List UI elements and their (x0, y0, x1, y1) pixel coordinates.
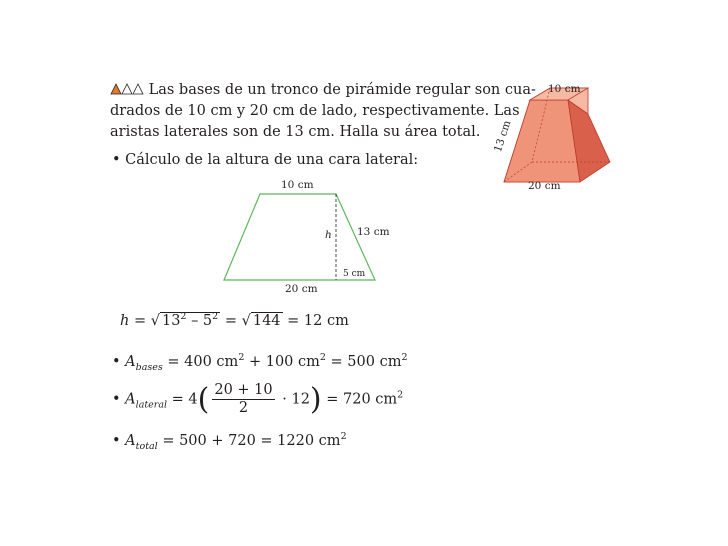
problem-line-2: drados de 10 cm y 20 cm de lado, respectivamente. Las (110, 103, 520, 119)
step-height-heading (112, 152, 418, 168)
area-symbol: A (125, 391, 136, 408)
trapezoid-side-label: 13 cm (357, 226, 390, 238)
lateral-result: = 720 cm (321, 391, 398, 408)
h-symbol: h (120, 313, 130, 329)
difficulty-triangles-icon (110, 81, 144, 93)
sqrt-icon-1: √ (150, 313, 160, 329)
fraction (212, 382, 274, 417)
eq-sign-2: = (220, 313, 242, 329)
frustum-bottom-label: 20 cm (528, 180, 561, 192)
sqrt-argument-1 (160, 312, 220, 329)
fraction-denominator: 2 (238, 400, 249, 416)
problem-line-1-text: Las bases de un tronco de pirámide regular son cua- (148, 82, 536, 98)
trapezoid-shape (224, 194, 375, 280)
frustum-figure (500, 80, 630, 200)
eq-sign-1: = (129, 313, 151, 329)
area-symbol: A (125, 354, 136, 370)
area-subscript: total (135, 441, 158, 452)
trapezoid-diagram (220, 180, 390, 300)
sqrt-argument-2: 144 (252, 313, 281, 329)
open-paren: ( (197, 382, 210, 417)
exponent-1: 2 (180, 311, 187, 322)
close-paren: ) (309, 382, 322, 417)
frustum-side-label: 13 cm (492, 119, 514, 154)
sqrt-arg-1b: – 5 (186, 313, 213, 329)
area-subscript: bases (135, 362, 163, 373)
trapezoid-bottom-label: 20 cm (285, 283, 318, 295)
exponent: 2 (401, 352, 408, 363)
problem-line-3: aristas laterales son de 13 cm. Halla su área total. (110, 124, 481, 140)
bullet: • (112, 354, 121, 370)
total-text: = 500 + 720 = 1220 cm (157, 433, 341, 449)
bullet: • (112, 152, 121, 168)
bases-text-b: + 100 cm (244, 354, 320, 370)
problem-line-1 (110, 80, 536, 101)
step-height-text: Cálculo de la altura de una cara lateral: (125, 152, 419, 168)
trapezoid-height-label: h (325, 229, 332, 241)
bullet: • (112, 391, 121, 408)
bases-area-equation (112, 352, 408, 373)
exponent: 2 (397, 389, 404, 401)
sqrt-icon-2: √ (241, 313, 251, 329)
bases-text-a: = 400 cm (162, 354, 239, 370)
fraction-numerator: 20 + 10 (214, 382, 273, 398)
problem-statement (110, 80, 536, 143)
exponent: 2 (319, 352, 326, 363)
frustum-front-face (504, 100, 580, 182)
height-result: = 12 cm (282, 313, 349, 329)
height-equation (120, 311, 349, 329)
bullet: • (112, 433, 121, 449)
sqrt-arg-1a: 13 (161, 313, 181, 329)
exponent: 2 (340, 431, 347, 442)
lateral-eq: = 4 (167, 391, 198, 408)
total-area-equation (112, 431, 347, 452)
exponent-2: 2 (212, 311, 219, 322)
area-symbol: A (125, 433, 136, 449)
lateral-mul: · 12 (277, 391, 310, 408)
trapezoid-top-label: 10 cm (281, 179, 314, 191)
lateral-area-equation (112, 382, 403, 417)
exponent: 2 (238, 352, 245, 363)
frustum-top-label: 10 cm (548, 83, 581, 95)
area-subscript: lateral (135, 399, 168, 411)
trapezoid-small-label: 5 cm (343, 269, 366, 279)
bases-text-c: = 500 cm (325, 354, 402, 370)
